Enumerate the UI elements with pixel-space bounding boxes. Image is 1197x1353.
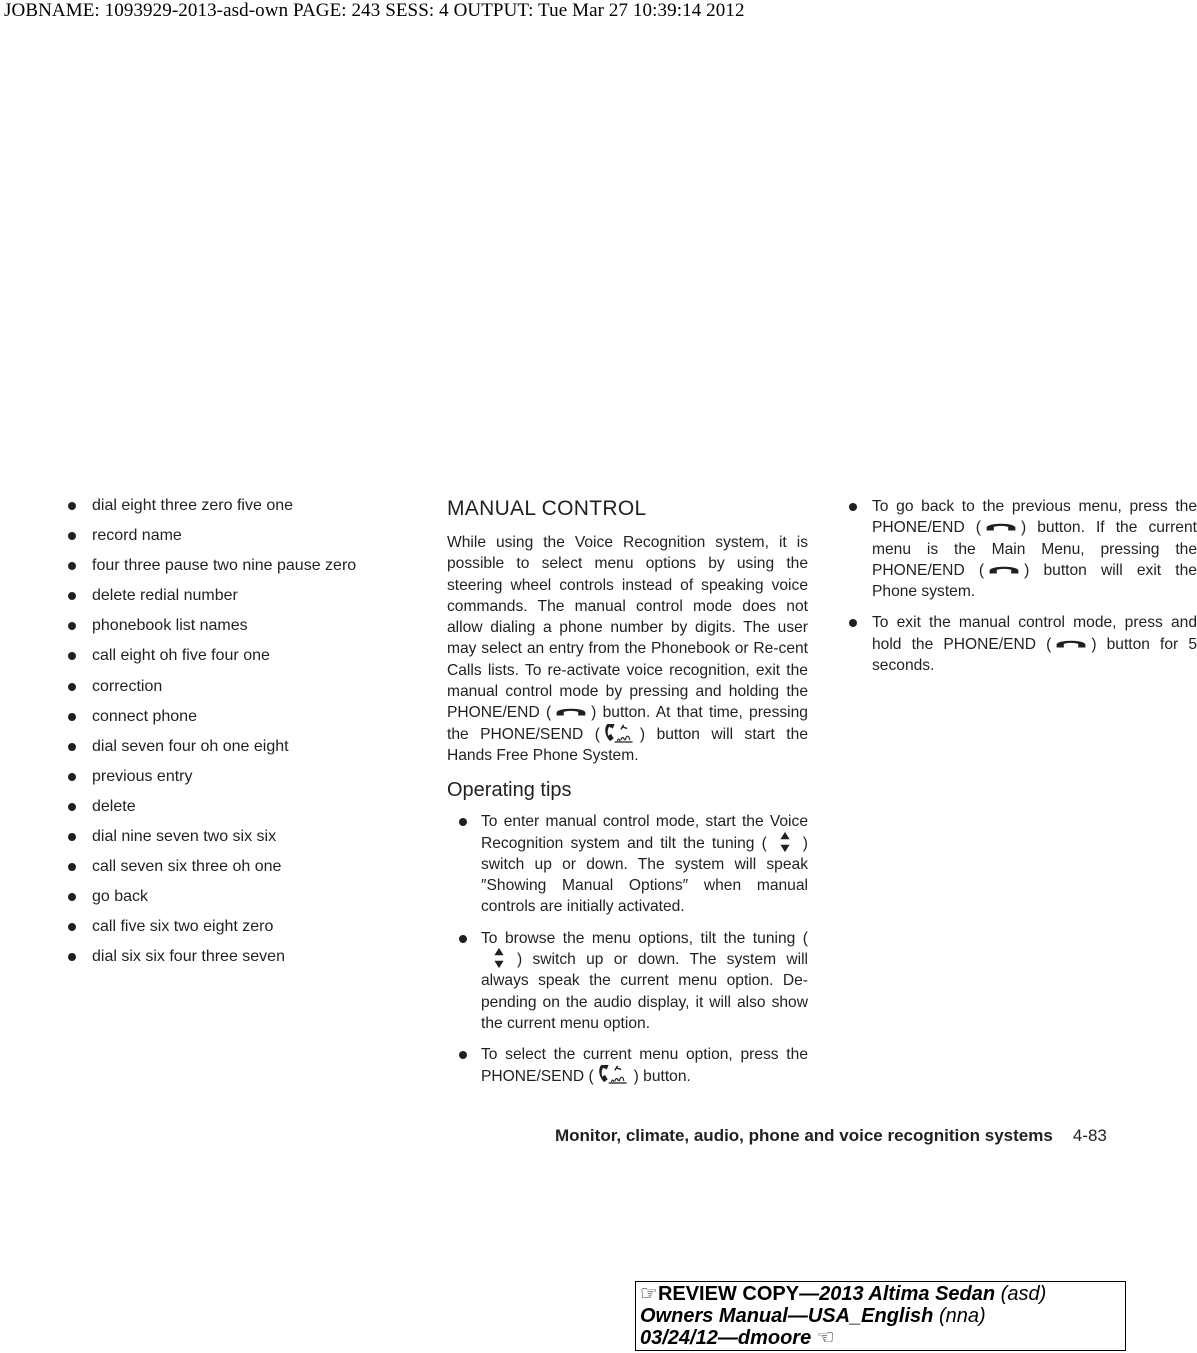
job-header: JOBNAME: 1093929-2013-asd-own PAGE: 243 SESS: 4 OUTPUT: Tue Mar 27 10:39:14 2012: [4, 0, 745, 21]
phone-end-icon: [553, 702, 589, 720]
manual-control-paragraph: While using the Voice Recognition system, it is possible to select menu options by using the steering wheel controls instead of speaking voice commands. The manual control mode does not allow dialing a phone number by digits. The user may select an entry from the Phonebook or Re-cent Calls lists. To re-activate voice recognition, exit the manual control mode by pressing and holding the PHONE/END ( ) button. At that time, pressing the PHONE/SEND ( ) button will start the Hands Free Phone System.: [447, 534, 808, 764]
bullet: [68, 923, 76, 931]
tip-item: To browse the menu options, tilt the tuning () switch up or down. The system will always speak the current menu option. De-pending on the audio display, it will also show the current menu option.: [447, 928, 808, 1034]
footer-section-title: Monitor, climate, audio, phone and voice recognition systems: [555, 1126, 1053, 1145]
phone-send-icon: [596, 1062, 632, 1086]
bullet: [68, 713, 76, 721]
bullet: [849, 503, 857, 511]
bullet: [459, 1051, 467, 1059]
bullet: [68, 863, 76, 871]
bullet: [68, 953, 76, 961]
tuning-switch-icon: [771, 831, 799, 853]
tip-item: To enter manual control mode, start the Voice Recognition system and tilt the tuning ( ) switch up or down. The system will speak ″Showing Manual Options″ when manual controls are initially activated.: [447, 811, 808, 917]
phone-end-icon: [986, 560, 1022, 578]
tip-item: To exit the manual control mode, press and hold the PHONE/END ( ) button for 5 seconds.: [846, 612, 1197, 676]
tip-item: To go back to the previous menu, press the PHONE/END ( ) button. If the current menu is the Main Menu, pressing the PHONE/END ( ) button will exit the Phone system.: [846, 496, 1197, 602]
review-copy-stamp: [635, 1281, 1126, 1351]
bullet: [68, 502, 76, 510]
subsection-heading: Operating tips: [447, 779, 572, 802]
review-line-1: ☞REVIEW COPY—2013 Altima Sedan (asd): [640, 1283, 1047, 1305]
bullet: [68, 803, 76, 811]
page-footer: [555, 1126, 1107, 1146]
list-item: phonebook list names: [68, 616, 408, 646]
bullet: [68, 773, 76, 781]
phone-end-icon: [983, 517, 1019, 535]
bullet: [459, 818, 467, 826]
list-item: connect phone: [68, 707, 408, 737]
phone-send-icon: [602, 721, 638, 745]
phone-end-icon: [1053, 634, 1089, 652]
bullet: [459, 935, 467, 943]
command-list: [68, 496, 408, 978]
manual-control-section: [447, 496, 808, 1087]
review-line-2: Owners Manual—USA_English (nna): [640, 1305, 986, 1327]
list-item: call seven six three oh one: [68, 857, 408, 887]
list-item: previous entry: [68, 767, 408, 797]
bullet: [68, 833, 76, 841]
page-number: 4-83: [1072, 1126, 1107, 1145]
list-item: dial nine seven two six six: [68, 827, 408, 857]
bullet: [68, 532, 76, 540]
bullet: [68, 562, 76, 570]
list-item: dial seven four oh one eight: [68, 737, 408, 767]
bullet: [68, 652, 76, 660]
section-heading: MANUAL CONTROL: [447, 497, 647, 520]
pointing-hand-left-icon: ☜: [816, 1327, 835, 1349]
list-item: call eight oh five four one: [68, 646, 408, 676]
bullet: [849, 619, 857, 627]
bullet: [68, 743, 76, 751]
list-item: correction: [68, 677, 408, 707]
tips-continued: [846, 496, 1197, 676]
list-item: dial eight three zero five one: [68, 496, 408, 526]
list-item: delete redial number: [68, 586, 408, 616]
list-item: dial six six four three seven: [68, 947, 408, 977]
list-item: record name: [68, 526, 408, 556]
bullet: [68, 893, 76, 901]
bullet: [68, 683, 76, 691]
review-line-3: 03/24/12—dmoore ☜: [640, 1327, 835, 1349]
list-item: delete: [68, 797, 408, 827]
pointing-hand-icon: ☞: [640, 1283, 658, 1305]
tip-item: To select the current menu option, press the PHONE/SEND ( ) button.: [447, 1044, 808, 1087]
list-item: go back: [68, 887, 408, 917]
bullet: [68, 592, 76, 600]
tuning-switch-icon: [485, 947, 513, 969]
bullet: [68, 622, 76, 630]
list-item: four three pause two nine pause zero: [68, 556, 408, 586]
list-item: call five six two eight zero: [68, 917, 408, 947]
